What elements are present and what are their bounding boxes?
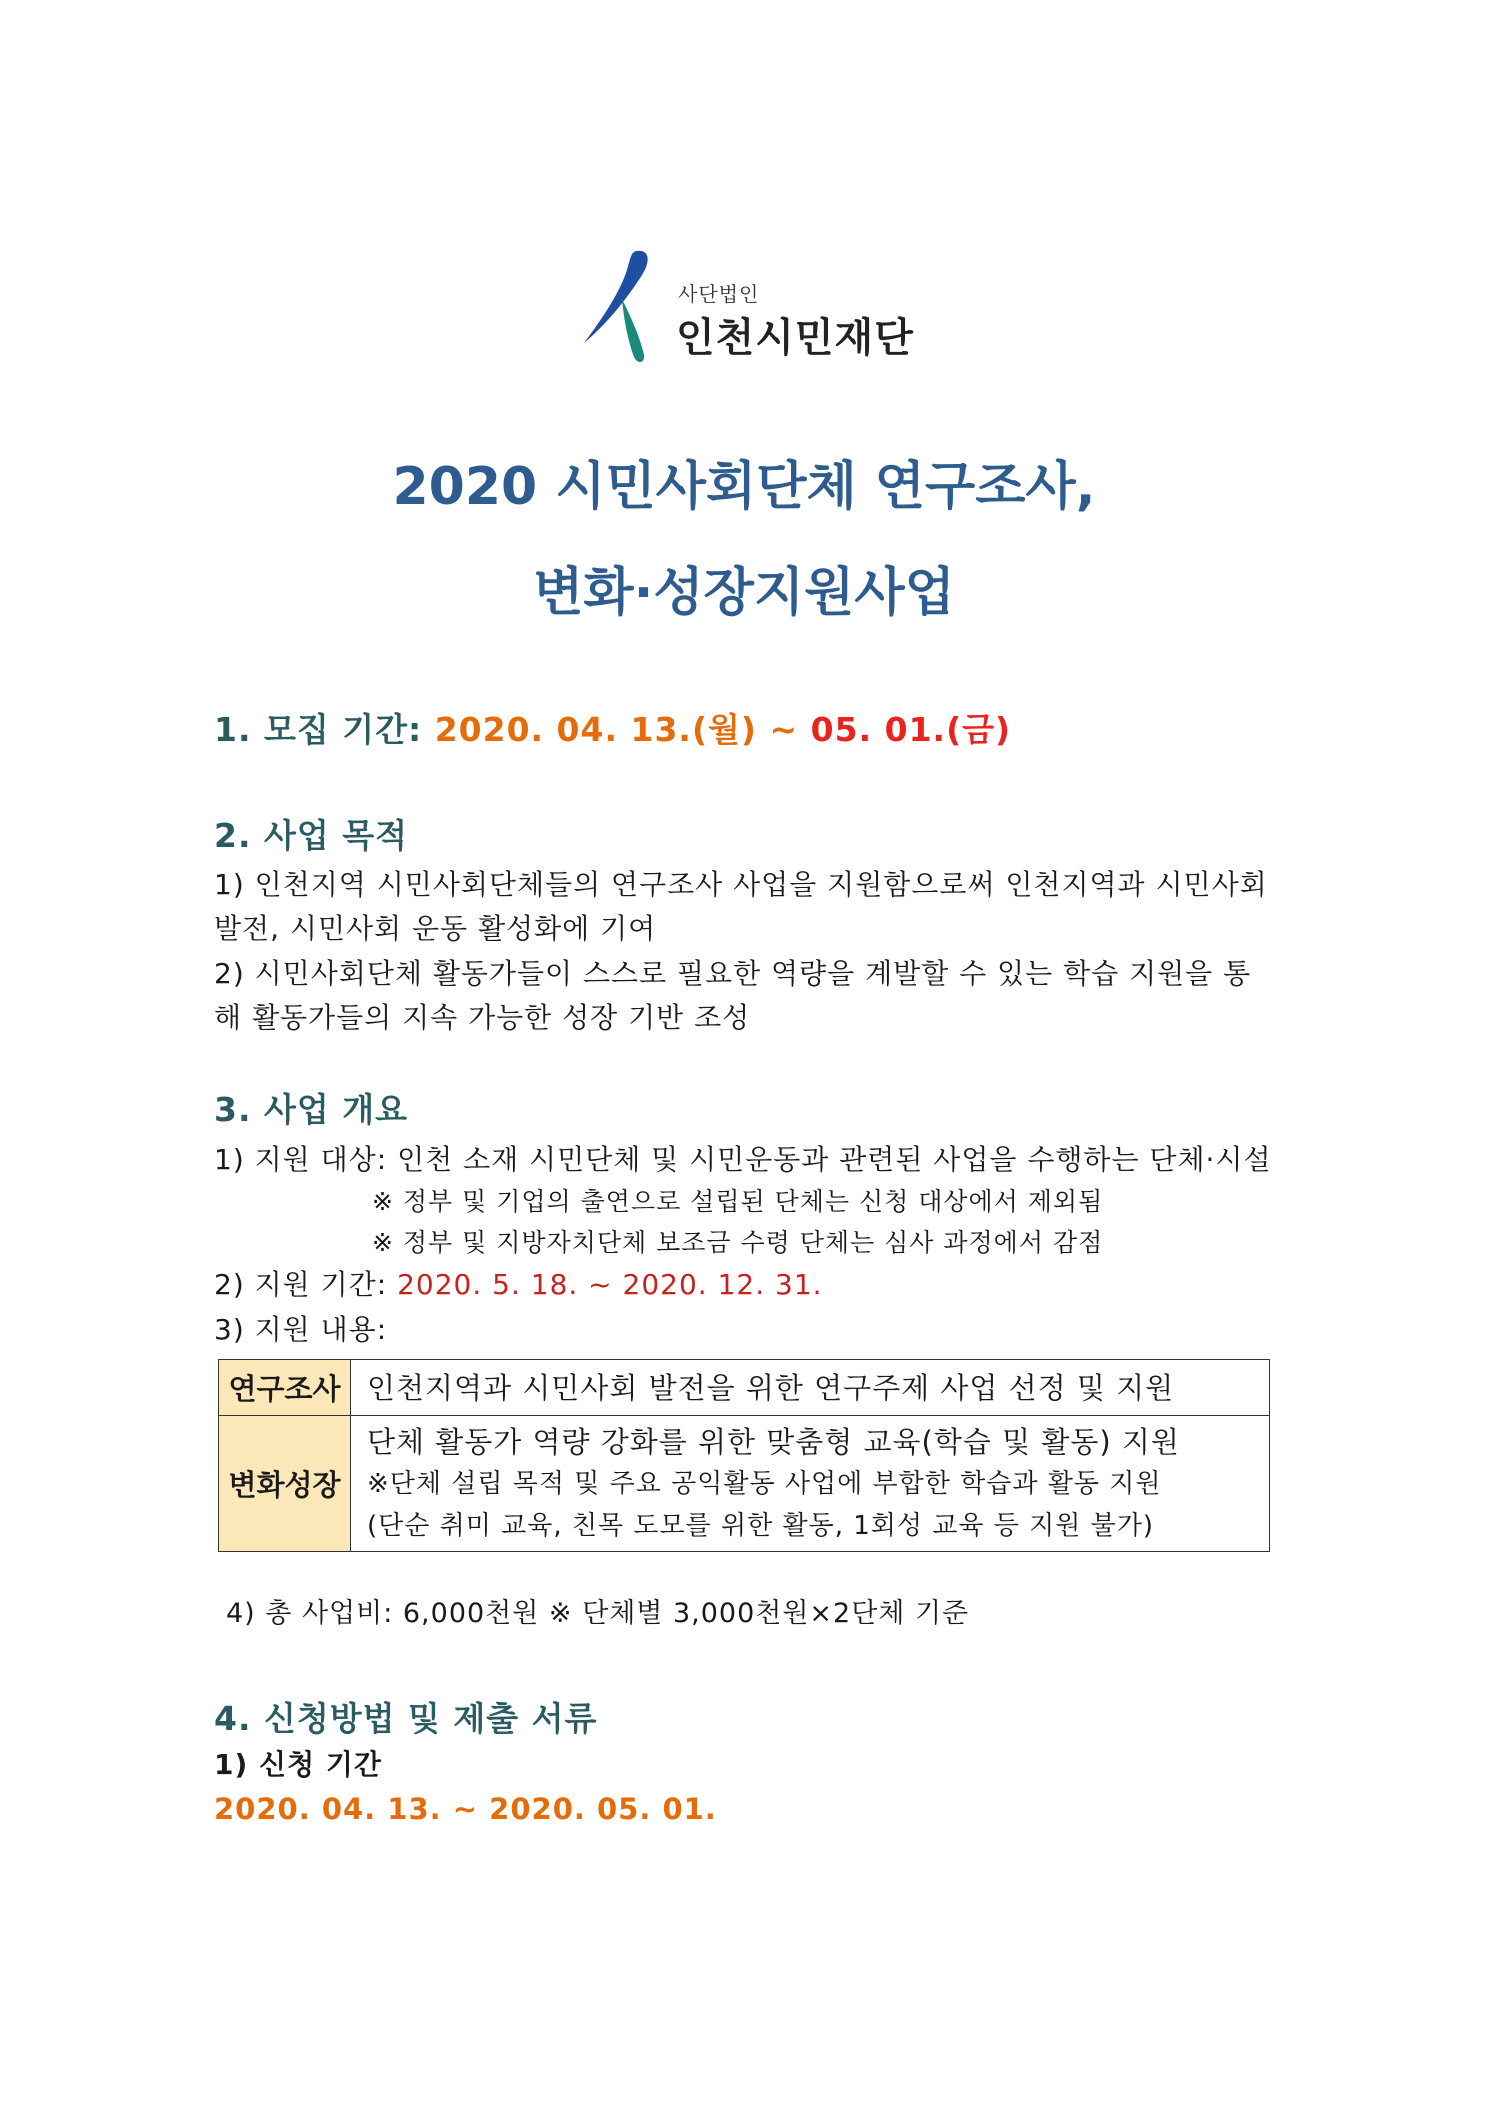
total-budget: 4) 총 사업비: 6,000천원 ※ 단체별 3,000천원×2단체 기준 xyxy=(226,1598,970,1629)
logo-name: 인천시민재단 xyxy=(676,315,914,361)
purpose-item1-line2: 발전, 시민사회 운동 활성화에 기여 xyxy=(214,912,657,945)
logo-subtitle: 사단법인 xyxy=(678,282,760,306)
document-title-line2: 변화·성장지원사업 xyxy=(533,563,955,623)
growth-line3: (단순 취미 교육, 친목 도모를 위한 활동, 1회성 교육 등 지원 불가) xyxy=(367,1510,1155,1541)
table-text-research: 인천지역과 시민사회 발전을 위한 연구주제 사업 선정 및 지원 xyxy=(351,1360,1270,1416)
table-label-growth: 변화성장 xyxy=(219,1416,351,1552)
section3-heading: 3. 사업 개요 xyxy=(214,1090,408,1129)
table-label-research: 연구조사 xyxy=(219,1360,351,1416)
support-note1: ※ 정부 및 기업의 출연으로 설립된 단체는 신청 대상에서 제외됨 xyxy=(372,1187,1104,1216)
section2-heading: 2. 사업 목적 xyxy=(214,816,408,855)
foundation-logo-mark-icon xyxy=(578,245,668,365)
document-title-line1: 2020 시민사회단체 연구조사, xyxy=(392,457,1096,517)
section1-heading-row xyxy=(214,704,1011,751)
support-period-value: 2020. 5. 18. ~ 2020. 12. 31. xyxy=(397,1268,823,1301)
table-row xyxy=(219,1416,1270,1552)
application-period-value: 2020. 04. 13. ~ 2020. 05. 01. xyxy=(214,1792,717,1826)
support-note2: ※ 정부 및 지방자치단체 보조금 수령 단체는 심사 과정에서 감점 xyxy=(372,1228,1104,1257)
purpose-item2-line2: 해 활동가들의 지속 가능한 성장 기반 조성 xyxy=(214,1001,751,1034)
support-period-label: 2) 지원 기간: xyxy=(214,1268,388,1301)
purpose-item1-line1: 1) 인천지역 시민사회단체들의 연구조사 사업을 지원함으로써 인천지역과 시민사회 xyxy=(214,868,1268,901)
table-cell-growth xyxy=(351,1416,1270,1552)
recruit-end-date: 05. 01.(금) xyxy=(810,710,1012,749)
support-period-row xyxy=(214,1263,823,1303)
recruit-start-date: 2020. 04. 13.(월) xyxy=(434,710,758,749)
section1-heading: 1. 모집 기간: xyxy=(214,710,423,749)
growth-line2: ※단체 설립 목적 및 주요 공익활동 사업에 부합한 학습과 활동 지원 xyxy=(367,1468,1162,1499)
support-content-label: 3) 지원 내용: xyxy=(214,1313,388,1346)
table-row xyxy=(219,1360,1270,1416)
support-target: 1) 지원 대상: 인천 소재 시민단체 및 시민운동과 관련된 사업을 수행하는 단체·시설 xyxy=(214,1143,1272,1176)
purpose-item2-line1: 2) 시민사회단체 활동가들이 스스로 필요한 역량을 계발할 수 있는 학습 지원을 통 xyxy=(214,957,1252,990)
growth-line1: 단체 활동가 역량 강화를 위한 맞춤형 교육(학습 및 활동) 지원 xyxy=(367,1424,1180,1459)
support-content-table xyxy=(218,1359,1270,1552)
application-period-heading: 1) 신청 기간 xyxy=(214,1748,382,1781)
section4-heading: 4. 신청방법 및 제출 서류 xyxy=(214,1699,598,1738)
recruit-tilde: ~ xyxy=(769,710,799,749)
